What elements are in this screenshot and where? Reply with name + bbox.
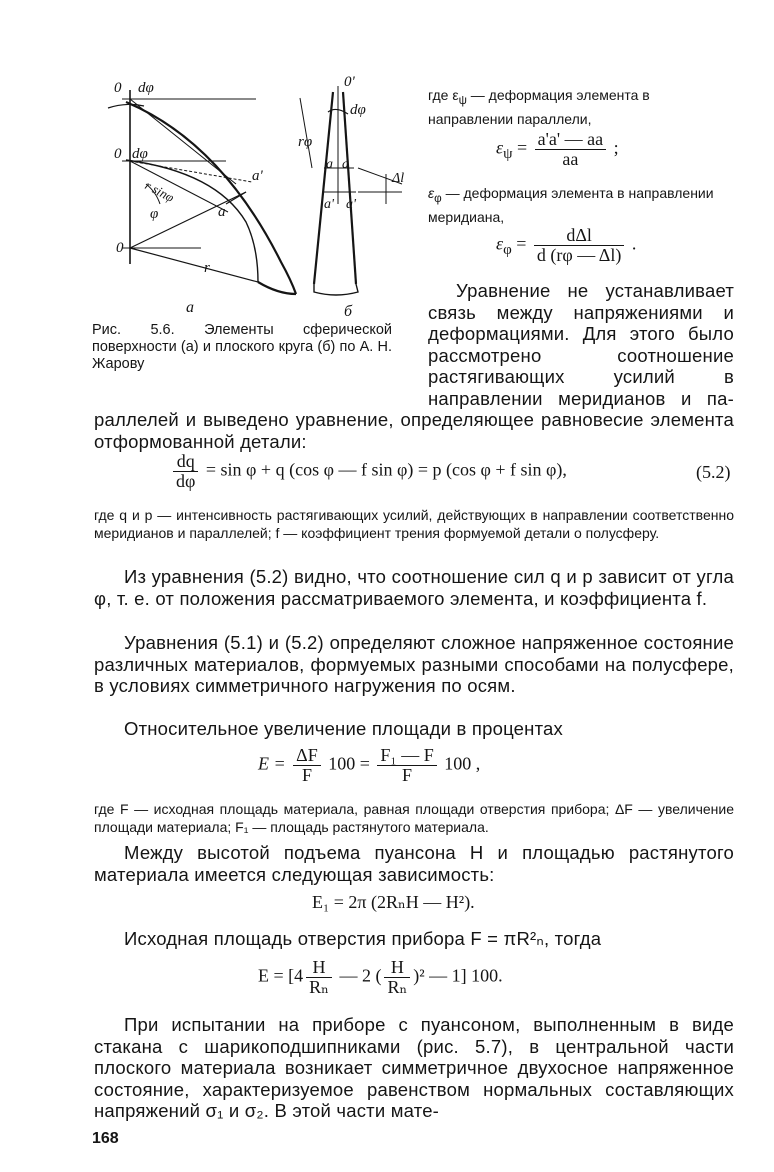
page-number: 168 — [92, 1130, 119, 1147]
paragraph-equations: Уравнения (5.1) и (5.2) определяют сложное напряженное состояние различных материалов, формуемых разными способами на полусфере, в условиях симметричного нагружения по осям. — [94, 632, 734, 696]
formula-eps-phi: $\varepsilon_\varphi$ = $\frac{\text{dΔl}}{d (r\varphi — \Delta l)}$ . — [496, 225, 637, 265]
paragraph-initial-area: Исходная площадь отверстия прибора F = πR²ₙ, тогда — [124, 928, 602, 949]
label-phi: φ — [150, 206, 159, 222]
label-o-prime-b: 0' — [344, 74, 355, 90]
label-a-prime-right: a' — [346, 197, 356, 212]
paragraph-testing: При испытании на приборе с пуансоном, выполненным в виде стакана с шарикоподшипниками (рис. 5.7), в центральной части плоского материала возникает симметричное двухосное напряженное состояние, характеризуемое равенством нормальных составляющих напряжений σ₁ и σ₂. В этой части мате- — [94, 1014, 734, 1121]
eps-psi-definition: где $\varepsilon_\psi$ — деформация элемента в направлении параллели, — [428, 87, 650, 127]
eps-psi-numerator: a'a' — aa — [535, 130, 606, 150]
label-sub-b: б — [344, 303, 353, 320]
label-sub-a: а — [186, 299, 194, 316]
label-r: r — [204, 260, 210, 276]
label-a-left: a — [326, 157, 333, 172]
where-q-p: где q и p — интенсивность растягивающих усилий, действующих в направлении соответственно меридианов и параллелей; f — коэффициент трения формуемой детали о полусферу. — [94, 507, 734, 541]
label-dphi-top: dφ — [138, 80, 154, 96]
figure-5-6 — [86, 72, 420, 330]
eps-phi-definition: $\varepsilon_\varphi$ — деформация элемента в направлении меридиана, — [428, 185, 714, 225]
eps-psi-denominator: aa — [562, 149, 579, 169]
label-o-bot: 0 — [116, 240, 124, 256]
equation-number: (5.2) — [696, 462, 731, 482]
figure-caption: Рис. 5.6. Элементы сферической поверхности (а) и плоского круга (б) по А. Н. Жарову — [92, 322, 392, 372]
paragraph-height: Между высотой подъема пуансона H и площадью растянутого материала имеется следующая зависимость: — [94, 842, 734, 885]
where-f: где F — исходная площадь материала, равная площади отверстия прибора; ΔF — увеличение площади материала; F₁ — площадь растянутого материала. — [94, 801, 734, 835]
label-dphi-mid: dφ — [132, 146, 148, 162]
figure-drawing — [86, 72, 420, 330]
paragraph-ratio: Из уравнения (5.2) видно, что соотношение сил q и p зависит от угла φ, т. е. от положения рассматриваемого элемента, и коэффициента f. — [94, 566, 734, 609]
paragraph-area: Относительное увеличение площади в процентах — [124, 718, 563, 739]
label-r-phi: rφ — [298, 134, 313, 150]
label-a-right: a — [342, 157, 349, 172]
equation-area-increase: E = $\frac{\Delta F}{F}$ 100 = $\frac{\text{F₁ — F}}{F}$ 100 , — [258, 745, 481, 785]
label-dphi-b: dφ — [350, 102, 366, 118]
label-r-sin: r sinφ — [142, 177, 177, 206]
eps-phi-numerator: dΔl — [534, 226, 624, 246]
label-a: a — [218, 204, 226, 220]
meridian-outer — [126, 102, 296, 294]
equation-e1: E₁ = 2π (2RₙH — H²). — [312, 892, 475, 912]
label-delta-l: Δl — [392, 171, 405, 186]
label-a-prime-left: a' — [324, 197, 334, 212]
label-o-mid: 0 — [114, 146, 122, 162]
label-a-prime: a' — [252, 168, 263, 184]
meridian-inner — [126, 160, 258, 282]
equation-5-2: $\frac{dq}{d\varphi}$ = sin φ + q (cos φ — f sin φ) = p (cos φ + f sin φ), — [170, 452, 567, 491]
paragraph-intro: Уравнение не устанавливает связь между напряжениями и деформациями. Для этого было рассмотрено соотношение растягивающих усилий в направлении меридианов и па- — [428, 280, 734, 409]
paragraph-continuation: раллелей и выведено уравнение, определяющее равновесие элемента отформованной детали: — [94, 409, 734, 452]
equation-e-final: E = [4 $\frac{H}{\text{Rₙ}}$ — 2 ( $\frac{H}{\text{Rₙ}}$ )² — 1] 100. — [258, 957, 503, 997]
eps-phi-denominator: d (rφ — Δl) — [536, 245, 622, 265]
label-o-top: 0 — [114, 80, 122, 96]
formula-eps-psi: $\varepsilon_\psi$ = $\frac{a'a' — aa}{aa}$ ; — [496, 129, 619, 169]
